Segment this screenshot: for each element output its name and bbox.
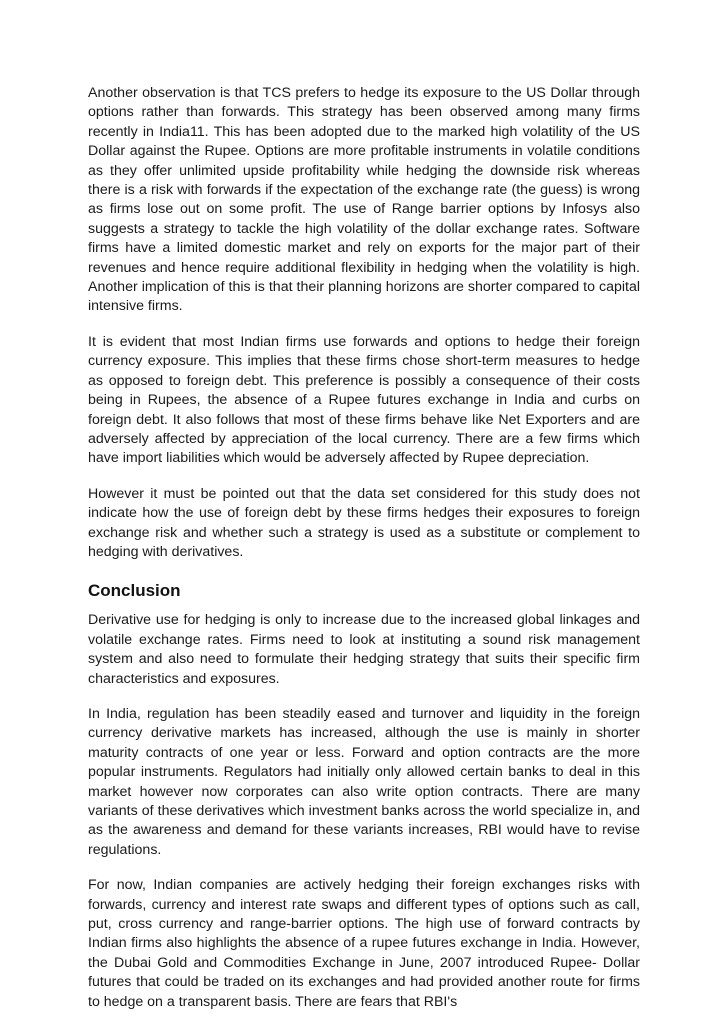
document-page bbox=[88, 84, 640, 1028]
paragraph-tcs-options: Another observation is that TCS prefers to hedge its exposure to the US Dollar through options rather than forwards. This strategy has been observed among many firms recently in India11. This has been adopted due to the marked high volatility of the US Dollar against the Rupee. Options are more profitable instruments in volatile conditions as they offer unlimited upside profitability while hedging the downside risk whereas there is a risk with forwards if the expectation of the exchange rate (the guess) is wrong as firms lose out on some profit. The use of Range barrier options by Infosys also suggests a strategy to tackle the high volatility of the dollar exchange rates. Software firms have a limited domestic market and rely on exports for the major part of their revenues and hence require additional flexibility in hedging when the volatility is high. Another implication of this is that their planning horizons are shorter compared to capital intensive firms. bbox=[88, 85, 640, 315]
paragraph-forwards-options: It is evident that most Indian firms use forwards and options to hedge their foreign currency exposure. This implies that these firms chose short-term measures to hedge as opposed to foreign debt. This preference is possibly a consequence of their costs being in Rupees, the absence of a Rupee futures exchange in India and curbs on foreign debt. It also follows that most of these firms behave like Net Exporters and are adversely affected by appreciation of the local currency. There are a few firms which have import liabilities which would be adversely affected by Rupee depreciation. bbox=[88, 333, 640, 467]
paragraph-derivative-use: Derivative use for hedging is only to increase due to the increased global linkages and volatile exchange rates. Firms need to look at instituting a sound risk management system and also need to formulate their hedging strategy that suits their specific firm characteristics and exposures. bbox=[88, 612, 640, 687]
conclusion-heading: Conclusion bbox=[88, 581, 181, 601]
paragraph-hedging-now: For now, Indian companies are actively hedging their foreign exchanges risks with forwards, currency and interest rate swaps and different types of options such as call, put, cross currency and range-barrier options. The high use of forward contracts by Indian firms also highlights the absence of a rupee futures exchange in India. However, the Dubai Gold and Commodities Exchange in June, 2007 introduced Rupee- Dollar futures that could be traded on its exchanges and had provided another route for firms to hedge on a transparent basis. There are fears that RBI's bbox=[88, 877, 640, 1010]
paragraph-foreign-debt: However it must be pointed out that the data set considered for this study does not indicate how the use of foreign debt by these firms hedges their exposures to foreign exchange risk and whether such a strategy is used as a substitute or complement to hedging with derivatives. bbox=[88, 485, 640, 560]
paragraph-regulation: In India, regulation has been steadily eased and turnover and liquidity in the foreign currency derivative markets has increased, although the use is mainly in shorter maturity contracts of one year or less. Forward and option contracts are the more popular instruments. Regulators had initially only allowed certain banks to deal in this market however now corporates can also write option contracts. There are many variants of these derivatives which investment banks across the world specialize in, and as the awareness and demand for these variants increases, RBI would have to revise regulations. bbox=[88, 705, 640, 858]
